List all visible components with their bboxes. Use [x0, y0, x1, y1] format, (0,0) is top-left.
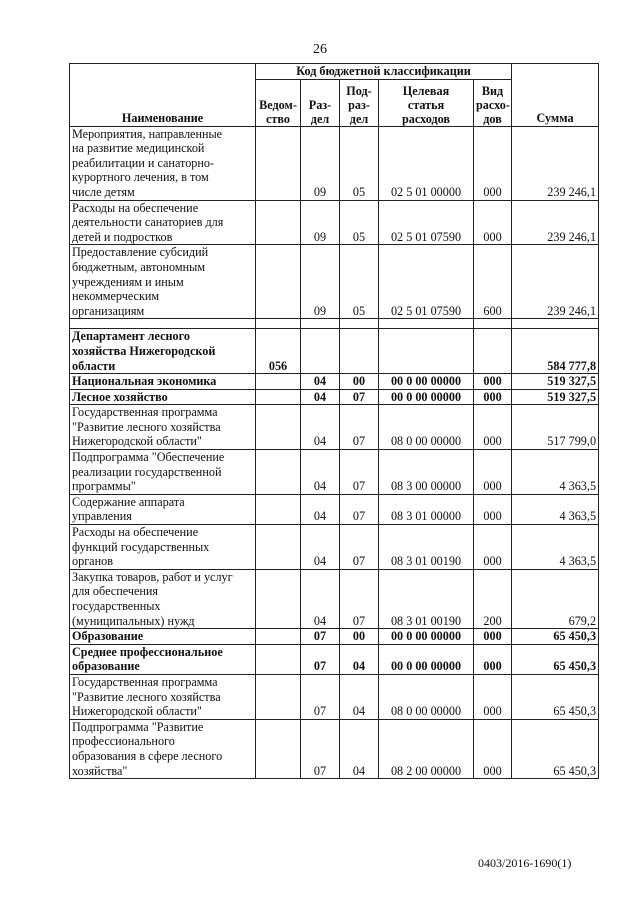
row-vid: 000 [474, 719, 512, 778]
row-podrazdel: 04 [340, 674, 379, 719]
table-row [70, 405, 599, 450]
row-summa: 584 777,8 [512, 329, 599, 374]
table-spacer-row [70, 319, 599, 329]
row-vid: 000 [474, 674, 512, 719]
row-name: Предоставление субсидий бюджетным, автономным учреждениям и иным некоммерческим организациям [70, 245, 256, 319]
row-razdel: 04 [301, 405, 340, 450]
row-tselevaya: 08 3 01 00190 [379, 525, 474, 570]
row-vedomstvo [256, 374, 301, 390]
row-vedomstvo [256, 525, 301, 570]
row-vid: 000 [474, 374, 512, 390]
row-vedomstvo [256, 389, 301, 405]
row-tselevaya: 08 3 01 00190 [379, 569, 474, 628]
header-razdel: Раз- дел [301, 79, 340, 126]
row-vedomstvo [256, 245, 301, 319]
row-tselevaya: 02 5 01 00000 [379, 126, 474, 200]
row-tselevaya: 00 0 00 00000 [379, 629, 474, 645]
spacer-cell [70, 319, 256, 329]
row-name: Лесное хозяйство [70, 389, 256, 405]
row-razdel: 07 [301, 719, 340, 778]
table-row [70, 126, 599, 200]
row-razdel [301, 329, 340, 374]
table-row [70, 329, 599, 374]
row-razdel: 07 [301, 644, 340, 674]
row-vedomstvo [256, 719, 301, 778]
row-vedomstvo [256, 494, 301, 524]
row-podrazdel: 07 [340, 405, 379, 450]
spacer-cell [301, 319, 340, 329]
row-summa: 239 246,1 [512, 245, 599, 319]
row-podrazdel: 07 [340, 525, 379, 570]
row-podrazdel: 07 [340, 450, 379, 495]
row-vid: 000 [474, 126, 512, 200]
row-name: Образование [70, 629, 256, 645]
table-row [70, 245, 599, 319]
row-summa: 239 246,1 [512, 126, 599, 200]
row-summa: 517 799,0 [512, 405, 599, 450]
row-summa: 4 363,5 [512, 525, 599, 570]
row-vedomstvo [256, 450, 301, 495]
row-tselevaya: 08 0 00 00000 [379, 674, 474, 719]
row-razdel: 09 [301, 245, 340, 319]
row-razdel: 04 [301, 374, 340, 390]
row-vid [474, 329, 512, 374]
row-vedomstvo [256, 405, 301, 450]
row-summa: 65 450,3 [512, 674, 599, 719]
row-vedomstvo [256, 569, 301, 628]
row-name: Национальная экономика [70, 374, 256, 390]
budget-table-body [70, 126, 599, 779]
table-row [70, 494, 599, 524]
row-podrazdel: 00 [340, 629, 379, 645]
row-podrazdel: 07 [340, 494, 379, 524]
row-razdel: 09 [301, 126, 340, 200]
row-vid: 600 [474, 245, 512, 319]
row-summa: 519 327,5 [512, 389, 599, 405]
page-number: 26 [313, 42, 327, 57]
table-row [70, 569, 599, 628]
row-vid: 000 [474, 525, 512, 570]
table-row [70, 374, 599, 390]
row-razdel: 04 [301, 389, 340, 405]
row-vedomstvo [256, 629, 301, 645]
table-row [70, 629, 599, 645]
header-tselevaya: Целевая статья расходов [379, 79, 474, 126]
row-podrazdel: 07 [340, 389, 379, 405]
row-tselevaya: 08 3 00 00000 [379, 450, 474, 495]
row-razdel: 04 [301, 494, 340, 524]
row-razdel: 04 [301, 450, 340, 495]
table-row [70, 674, 599, 719]
row-name: Подпрограмма "Развитие профессионального образования в сфере лесного хозяйства" [70, 719, 256, 778]
row-summa: 4 363,5 [512, 450, 599, 495]
row-tselevaya: 02 5 01 07590 [379, 245, 474, 319]
row-summa: 65 450,3 [512, 719, 599, 778]
row-vid: 000 [474, 494, 512, 524]
table-row [70, 450, 599, 495]
row-name: Департамент лесного хозяйства Нижегородской области [70, 329, 256, 374]
row-name: Мероприятия, направленные на развитие медицинской реабилитации и санаторно- курортного лечения, в том числе детям [70, 126, 256, 200]
row-name: Государственная программа "Развитие лесного хозяйства Нижегородской области" [70, 405, 256, 450]
header-summa: Сумма [512, 64, 599, 127]
row-vedomstvo [256, 126, 301, 200]
row-podrazdel: 05 [340, 200, 379, 245]
table-row [70, 644, 599, 674]
row-razdel: 04 [301, 569, 340, 628]
spacer-cell [379, 319, 474, 329]
budget-table [69, 63, 599, 779]
row-name: Среднее профессиональное образование [70, 644, 256, 674]
row-tselevaya: 00 0 00 00000 [379, 374, 474, 390]
row-podrazdel [340, 329, 379, 374]
row-vid: 000 [474, 450, 512, 495]
row-summa: 679,2 [512, 569, 599, 628]
row-tselevaya: 02 5 01 07590 [379, 200, 474, 245]
row-name: Расходы на обеспечение функций государственных органов [70, 525, 256, 570]
row-vedomstvo [256, 200, 301, 245]
table-row [70, 719, 599, 778]
row-summa: 239 246,1 [512, 200, 599, 245]
row-vedomstvo [256, 644, 301, 674]
row-razdel: 07 [301, 629, 340, 645]
table-row [70, 389, 599, 405]
row-name: Закупка товаров, работ и услуг для обеспечения государственных (муниципальных) нужд [70, 569, 256, 628]
spacer-cell [256, 319, 301, 329]
row-vid: 000 [474, 644, 512, 674]
row-razdel: 04 [301, 525, 340, 570]
row-tselevaya: 08 0 00 00000 [379, 405, 474, 450]
row-vid: 200 [474, 569, 512, 628]
row-tselevaya: 00 0 00 00000 [379, 644, 474, 674]
row-vid: 000 [474, 629, 512, 645]
spacer-cell [474, 319, 512, 329]
header-row-group [70, 64, 599, 80]
header-name: Наименование [70, 64, 256, 127]
row-name: Содержание аппарата управления [70, 494, 256, 524]
row-tselevaya: 08 2 00 00000 [379, 719, 474, 778]
row-vid: 000 [474, 389, 512, 405]
row-name: Государственная программа "Развитие лесного хозяйства Нижегородской области" [70, 674, 256, 719]
header-vid: Вид расхо- дов [474, 79, 512, 126]
row-podrazdel: 04 [340, 644, 379, 674]
row-summa: 519 327,5 [512, 374, 599, 390]
row-vid: 000 [474, 200, 512, 245]
row-vedomstvo [256, 674, 301, 719]
spacer-cell [340, 319, 379, 329]
table-row [70, 200, 599, 245]
header-podrazdel: Под- раз- дел [340, 79, 379, 126]
row-podrazdel: 05 [340, 245, 379, 319]
row-tselevaya [379, 329, 474, 374]
table-row [70, 525, 599, 570]
row-name: Подпрограмма "Обеспечение реализации государственной программы" [70, 450, 256, 495]
row-summa: 65 450,3 [512, 629, 599, 645]
row-podrazdel: 00 [340, 374, 379, 390]
row-summa: 65 450,3 [512, 644, 599, 674]
header-code-group: Код бюджетной классификации [256, 64, 512, 80]
row-tselevaya: 08 3 01 00000 [379, 494, 474, 524]
row-vedomstvo: 056 [256, 329, 301, 374]
row-podrazdel: 07 [340, 569, 379, 628]
row-tselevaya: 00 0 00 00000 [379, 389, 474, 405]
row-name: Расходы на обеспечение деятельности санаториев для детей и подростков [70, 200, 256, 245]
document-code: 0403/2016-1690(1) [478, 856, 572, 870]
spacer-cell [512, 319, 599, 329]
row-vid: 000 [474, 405, 512, 450]
header-vedomstvo: Ведом- ство [256, 79, 301, 126]
row-razdel: 09 [301, 200, 340, 245]
row-razdel: 07 [301, 674, 340, 719]
row-podrazdel: 04 [340, 719, 379, 778]
row-summa: 4 363,5 [512, 494, 599, 524]
row-podrazdel: 05 [340, 126, 379, 200]
